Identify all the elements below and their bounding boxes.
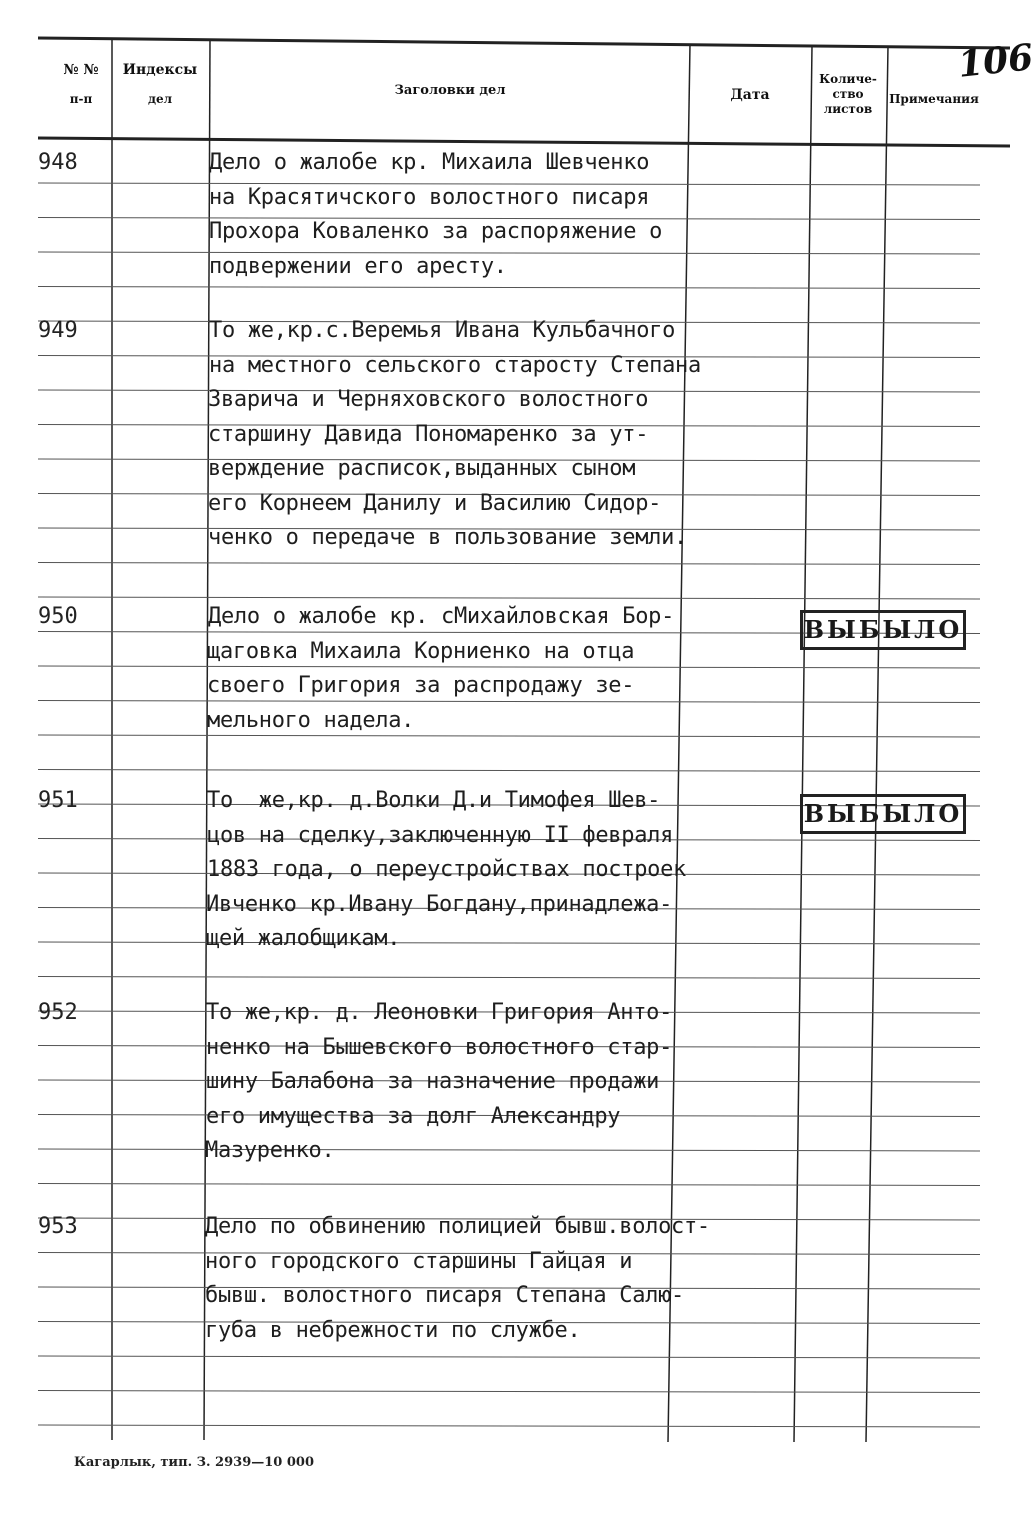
entry-title-line: старшину Давида Пономаренко за ут- [208, 421, 649, 447]
ruled-line [38, 770, 980, 772]
header-count-line1: Количе- [819, 72, 877, 86]
ruled-line [38, 563, 980, 565]
entry-title-line: Прохора Коваленко за распоряжение о [209, 219, 663, 244]
ruled-line [38, 666, 980, 668]
entry-title-line: То же,кр. д. Леоновки Григория Анто- [206, 1000, 673, 1025]
entry-number: 950 [38, 604, 78, 629]
entry-number: 948 [38, 150, 78, 175]
entry-title-line: ного городского старшины Гайцая и [205, 1248, 633, 1274]
entry-title-line: верждение расписок,выданных сыном [208, 456, 636, 481]
entry-title-line: мельного надела. [207, 707, 415, 733]
entry-title-line: То же,кр. д.Волки Д.и Тимофея Шев- [207, 788, 661, 813]
header-number-line1: № № [63, 62, 99, 78]
entry-title-line: щаговка Михаила Корниенко на отца [207, 638, 635, 664]
entry-number: 953 [38, 1214, 78, 1239]
entry-title-line: 1883 года, о переустройствах построек [207, 857, 686, 882]
header-number [50, 62, 112, 106]
ruled-line [38, 735, 980, 737]
entry-title-line: Дело о жалобе кр. сМихайловская Бор- [208, 604, 675, 629]
ruled-line [38, 287, 980, 289]
header-sheet-count [806, 72, 890, 117]
entry-title-line: Зварича и Черняховского волостного [208, 387, 649, 412]
stamp-withdrawn: ВЫБЫЛО [800, 794, 966, 834]
printer-footer: Кагарлык, тип. З. 2939—10 000 [74, 1455, 314, 1470]
entry-number: 949 [38, 318, 78, 343]
entry-title-line: ченко о передаче в пользование земли. [208, 525, 687, 550]
entry-title-line: его имущества за долг Александру [206, 1103, 621, 1129]
entry-title-line: губа в небрежности по службе. [205, 1317, 581, 1343]
entry-title-line: То же,кр.с.Веремья Ивана Кульбачного [209, 318, 676, 343]
header-index-line2: дел [147, 92, 173, 106]
entry-title-line: ненко на Бышевского волостного стар- [206, 1034, 673, 1060]
entry-title-line: бывш. волостного писаря Степана Салю- [205, 1283, 684, 1308]
header-count-line2: ство [832, 87, 864, 101]
stamp-withdrawn: ВЫБЫЛО [800, 610, 966, 650]
ruled-line [38, 942, 980, 944]
ruled-line [38, 1149, 980, 1151]
entry-number: 952 [38, 1000, 78, 1025]
header-index-line1: Индексы [122, 62, 198, 78]
ruled-line [38, 597, 980, 599]
header-count-line3: листов [823, 102, 873, 116]
entry-title-line: цов на сделку,заключенную II февраля [207, 822, 674, 848]
entry-title-line: щей жалобщикам. [206, 926, 401, 951]
ruled-line [38, 252, 980, 254]
entry-title-line: его Корнеем Данилу и Василию Сидор- [208, 490, 662, 516]
ruled-line [38, 1425, 980, 1427]
entry-title-line: на Красятичского волостного писаря [209, 184, 650, 210]
header-date: Дата [730, 87, 770, 103]
header-notes: Примечания [889, 92, 979, 106]
header-index [114, 62, 206, 106]
ruled-line [38, 1184, 980, 1186]
header-titles: Заголовки дел [394, 83, 506, 98]
page-number: 106 [956, 36, 1035, 86]
entry-title-line: своего Григория за распродажу зе- [207, 673, 635, 698]
ruled-line [38, 977, 980, 979]
header-number-line2: п-п [69, 92, 93, 106]
entry-title-line: Дело по обвинению полицией бывш.волост- [205, 1214, 710, 1239]
ruled-line [38, 1391, 980, 1393]
entry-title-line: Мазуренко. [205, 1138, 335, 1163]
ruled-line [38, 1356, 980, 1358]
entry-title-line: Ивченко кр.Ивану Богдану,принадлежа- [206, 891, 673, 917]
entry-title-line: шину Балабона за назначение продажи [206, 1069, 660, 1094]
entry-title-line: подвержении его аресту. [209, 253, 507, 279]
ruled-line [38, 701, 980, 703]
entry-title-line: Дело о жалобе кр. Михаила Шевченко [209, 150, 650, 175]
entry-title-line: на местного сельского старосту Степана [209, 352, 701, 378]
entry-number: 951 [38, 788, 78, 813]
